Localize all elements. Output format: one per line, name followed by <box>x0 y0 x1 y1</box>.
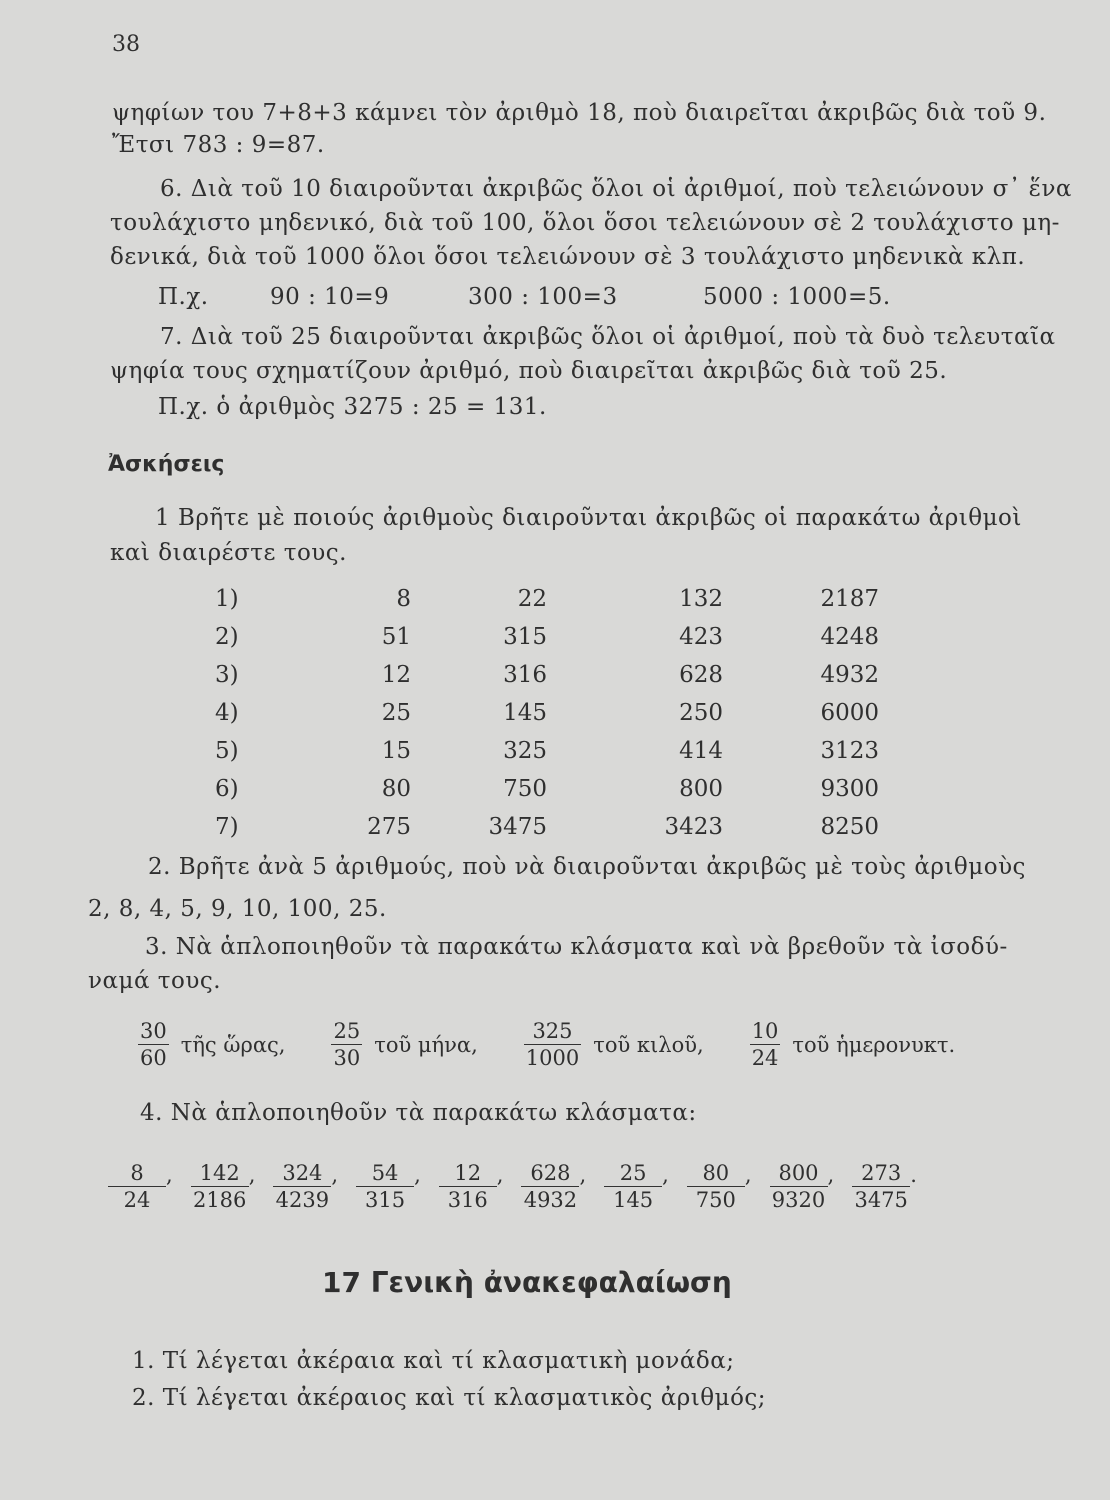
fraction-item <box>524 1018 718 1071</box>
denominator: 24 <box>108 1186 166 1213</box>
separator: , <box>331 1163 339 1187</box>
denominator: 30 <box>333 1046 361 1070</box>
row-label: 7) <box>215 814 239 840</box>
table-cell: 12 <box>381 662 411 688</box>
table-cell: 3423 <box>664 814 723 840</box>
numerator: 30 <box>140 1019 167 1043</box>
numerator: 800 <box>778 1161 819 1185</box>
text-line: ψηφία τους σχηματίζουν ἀριθμό, ποὺ διαιρεῖται ἀκριβῶς διὰ τοῦ 25. <box>110 358 948 384</box>
text-line: δενικά, διὰ τοῦ 1000 ὅλοι ὅσοι τελειώνουν σὲ 3 τουλάχιστο μηδενικὰ κλπ. <box>110 244 1026 270</box>
numerator: 25 <box>333 1019 361 1043</box>
table-cell: 8250 <box>820 814 879 840</box>
table-cell: 3475 <box>488 814 547 840</box>
row-label: 2) <box>215 624 239 650</box>
fraction <box>750 1018 781 1071</box>
exercises-heading: Ἀσκήσεις <box>108 452 225 477</box>
numerator: 142 <box>199 1161 240 1185</box>
text-line: ψηφίων του 7+8+3 κάμνει τὸν ἀριθμὸ 18, ποὺ διαιρεῖται ἀκριβῶς διὰ τοῦ 9. <box>112 100 1047 126</box>
separator: , <box>744 1163 752 1187</box>
numerator: 8 <box>130 1161 144 1185</box>
denominator: 24 <box>751 1046 779 1070</box>
fraction-unit-label: τοῦ ἡμερονυκτ. <box>792 1032 956 1057</box>
table-cell: 132 <box>679 586 723 612</box>
example-3: 5000 : 1000=5. <box>703 284 891 310</box>
row-label: 1) <box>215 586 239 612</box>
text-line: Π.χ. ὁ ἀριθμὸς 3275 : 25 = 131. <box>158 394 547 420</box>
table-cell: 628 <box>679 662 723 688</box>
fraction <box>852 1160 910 1213</box>
question-2: 2. Τί λέγεται ἀκέραιος καὶ τί κλασματικὸς ἀριθμός; <box>132 1385 767 1411</box>
example-2: 300 : 100=3 <box>468 284 618 310</box>
table-cell: 25 <box>381 700 411 726</box>
numerator: 10 <box>751 1019 779 1043</box>
fraction-item <box>331 1018 491 1071</box>
fraction <box>439 1160 497 1213</box>
exercise-1-line: καὶ διαιρέστε τους. <box>110 540 347 566</box>
denominator: 4932 <box>521 1186 579 1213</box>
separator: , <box>248 1163 256 1187</box>
table-cell: 800 <box>679 776 723 802</box>
numerator: 628 <box>530 1161 571 1185</box>
exercise-1-line: 1 Βρῆτε μὲ ποιούς ἀριθμοὺς διαιροῦνται ἀκριβῶς οἱ παρακάτω ἀριθμοὶ <box>155 505 1022 531</box>
example-label: Π.χ. <box>158 284 209 310</box>
fraction-item <box>356 1160 421 1213</box>
table-cell: 51 <box>381 624 411 650</box>
numerator: 25 <box>619 1161 647 1185</box>
fraction <box>521 1160 579 1213</box>
table-cell: 22 <box>517 586 547 612</box>
denominator: 3475 <box>852 1186 910 1213</box>
table-row <box>215 580 879 618</box>
table-cell: 15 <box>381 738 411 764</box>
separator: , <box>414 1163 421 1187</box>
table-cell: 80 <box>381 776 411 802</box>
table-cell: 145 <box>503 700 547 726</box>
exercise-3-line: ναμά τους. <box>88 968 222 994</box>
separator: , <box>496 1163 504 1187</box>
exercise-2-line: 2. Βρῆτε ἀνὰ 5 ἀριθμούς, ποὺ νὰ διαιροῦνται ἀκριβῶς μὲ τοὺς ἀριθμοὺς <box>148 854 1026 880</box>
separator: , <box>166 1163 173 1187</box>
table-cell: 315 <box>503 624 547 650</box>
question-1: 1. Τί λέγεται ἀκέραια καὶ τί κλασματικὴ μονάδα; <box>132 1348 735 1374</box>
fraction <box>108 1160 166 1213</box>
fraction-item <box>604 1160 669 1213</box>
separator: , <box>579 1163 587 1187</box>
exercise-4-line: 4. Νὰ ἁπλοποιηθοῦν τὰ παρακάτω κλάσματα: <box>140 1100 697 1126</box>
separator: , <box>827 1163 835 1187</box>
fraction <box>524 1018 581 1071</box>
numerator: 273 <box>861 1161 902 1185</box>
row-label: 5) <box>215 738 239 764</box>
fraction-unit-label: τῆς ὥρας, <box>180 1032 286 1057</box>
row-label: 4) <box>215 700 239 726</box>
fraction <box>604 1160 662 1213</box>
numerator: 325 <box>532 1019 573 1043</box>
denominator: 315 <box>356 1186 414 1213</box>
fraction <box>273 1160 331 1213</box>
denominator: 60 <box>140 1046 167 1070</box>
fraction-item <box>750 1018 969 1071</box>
denominator: 4239 <box>273 1186 331 1213</box>
fraction-item <box>687 1160 752 1213</box>
fraction <box>191 1160 249 1213</box>
table-cell: 9300 <box>820 776 879 802</box>
numbers-table <box>215 580 879 846</box>
exercise-3-line: 3. Νὰ ἁπλοποιηθοῦν τὰ παρακάτω κλάσματα καὶ νὰ βρεθοῦν τὰ ἰσοδύ- <box>145 934 1008 960</box>
page-number: 38 <box>112 32 140 57</box>
text-line: 6. Διὰ τοῦ 10 διαιροῦνται ἀκριβῶς ὅλοι οἱ ἀριθμοί, ποὺ τελειώνουν σ᾿ ἕνα <box>160 176 1072 202</box>
table-cell: 2187 <box>820 586 879 612</box>
fraction <box>356 1160 414 1213</box>
fraction-item <box>138 1018 299 1071</box>
table-cell: 250 <box>679 700 723 726</box>
exercise-2-line: 2, 8, 4, 5, 9, 10, 100, 25. <box>88 896 387 922</box>
table-row <box>215 694 879 732</box>
table-cell: 325 <box>503 738 547 764</box>
denominator: 9320 <box>770 1186 828 1213</box>
section-title: 17 Γενικὴ ἀνακεφαλαίωση <box>322 1266 732 1299</box>
table-cell: 4248 <box>820 624 879 650</box>
denominator: 2186 <box>191 1186 249 1213</box>
fraction-item <box>852 1160 917 1213</box>
fraction-item <box>191 1160 256 1213</box>
table-row <box>215 808 879 846</box>
numerator: 324 <box>282 1161 323 1185</box>
table-row <box>215 618 879 656</box>
fraction-item <box>439 1160 504 1213</box>
table-row <box>215 770 879 808</box>
fraction <box>138 1018 169 1071</box>
table-cell: 275 <box>367 814 411 840</box>
fraction-unit-label: τοῦ μήνα, <box>374 1032 478 1057</box>
table-row <box>215 656 879 694</box>
table-cell: 423 <box>679 624 723 650</box>
denominator: 1000 <box>525 1046 580 1070</box>
table-cell: 3123 <box>820 738 879 764</box>
fraction-unit-label: τοῦ κιλοῦ, <box>593 1032 704 1057</box>
fraction <box>331 1018 362 1071</box>
row-label: 3) <box>215 662 239 688</box>
separator: . <box>910 1163 917 1187</box>
table-cell: 6000 <box>820 700 879 726</box>
exercise-3-fractions <box>138 1018 991 1071</box>
text-line: τουλάχιστο μηδενικό, διὰ τοῦ 100, ὅλοι ὅσοι τελειώνουν σὲ 2 τουλάχιστο μη- <box>110 210 1060 236</box>
numerator: 12 <box>454 1161 482 1185</box>
table-cell: 414 <box>679 738 723 764</box>
row-label: 6) <box>215 776 239 802</box>
fraction <box>687 1160 745 1213</box>
denominator: 750 <box>687 1186 745 1213</box>
fraction-item <box>273 1160 338 1213</box>
fraction-item <box>108 1160 173 1213</box>
example-1: 90 : 10=9 <box>270 284 390 310</box>
table-cell: 8 <box>396 586 411 612</box>
numerator: 80 <box>702 1161 730 1185</box>
text-line: 7. Διὰ τοῦ 25 διαιροῦνται ἀκριβῶς ὅλοι οἱ ἀριθμοί, ποὺ τὰ δυὸ τελευταῖα <box>160 324 1056 350</box>
table-cell: 750 <box>503 776 547 802</box>
text-line: Ἔτσι 783 : 9=87. <box>112 132 325 158</box>
fraction-item <box>521 1160 586 1213</box>
numerator: 54 <box>371 1161 399 1185</box>
fraction <box>770 1160 828 1213</box>
separator: , <box>662 1163 669 1187</box>
table-cell: 4932 <box>820 662 879 688</box>
exercise-4-fractions <box>108 1160 917 1213</box>
denominator: 145 <box>604 1186 662 1213</box>
denominator: 316 <box>439 1186 497 1213</box>
fraction-item <box>770 1160 835 1213</box>
table-cell: 316 <box>503 662 547 688</box>
table-row <box>215 732 879 770</box>
